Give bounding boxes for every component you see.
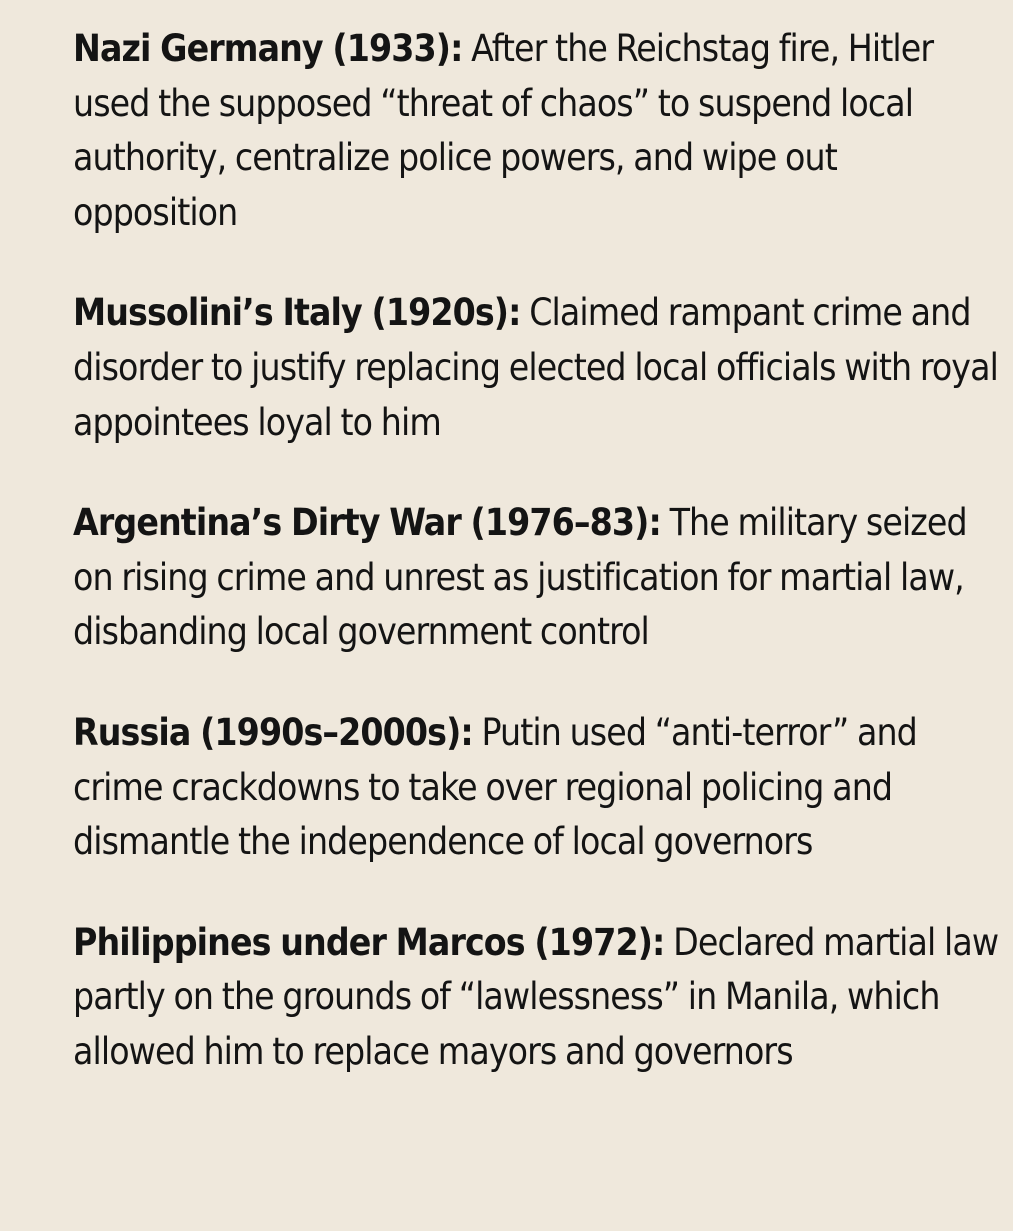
- entry-label: Nazi Germany (1933):: [73, 27, 463, 70]
- entry-text: Putin used “anti-terror” and crime crackdowns to take over regional policing and dismantle the independence of local governors: [73, 710, 917, 864]
- entry-text: After the Reichstag fire, Hitler used the supposed “threat of chaos” to suspend local authority, centralize police powers, and wipe out opposition: [73, 27, 934, 234]
- entry-nazi-germany: [73, 22, 1008, 240]
- entry-label: Mussolini’s Italy (1920s):: [73, 291, 521, 335]
- entry-label: Russia (1990s–2000s):: [73, 710, 473, 754]
- entry-label: Argentina’s Dirty War (1976–83):: [73, 501, 661, 545]
- entry-philippines-marcos: [73, 916, 1008, 1080]
- entry-text: The military seized on rising crime and unrest as justification for martial law, disbanding local government control: [73, 501, 967, 654]
- historical-examples-list: [73, 22, 1008, 1126]
- entry-label: Philippines under Marcos (1972):: [73, 920, 665, 964]
- entry-text: Claimed rampant crime and disorder to justify replacing elected local officials with royal appointees loyal to him: [73, 291, 998, 444]
- entry-russia: [73, 706, 1008, 870]
- entry-mussolini-italy: [73, 286, 1008, 450]
- entry-text: Declared martial law partly on the grounds of “lawlessness” in Manila, which allowed him to replace mayors and governors: [73, 920, 999, 1073]
- entry-argentina-dirty-war: [73, 496, 1008, 660]
